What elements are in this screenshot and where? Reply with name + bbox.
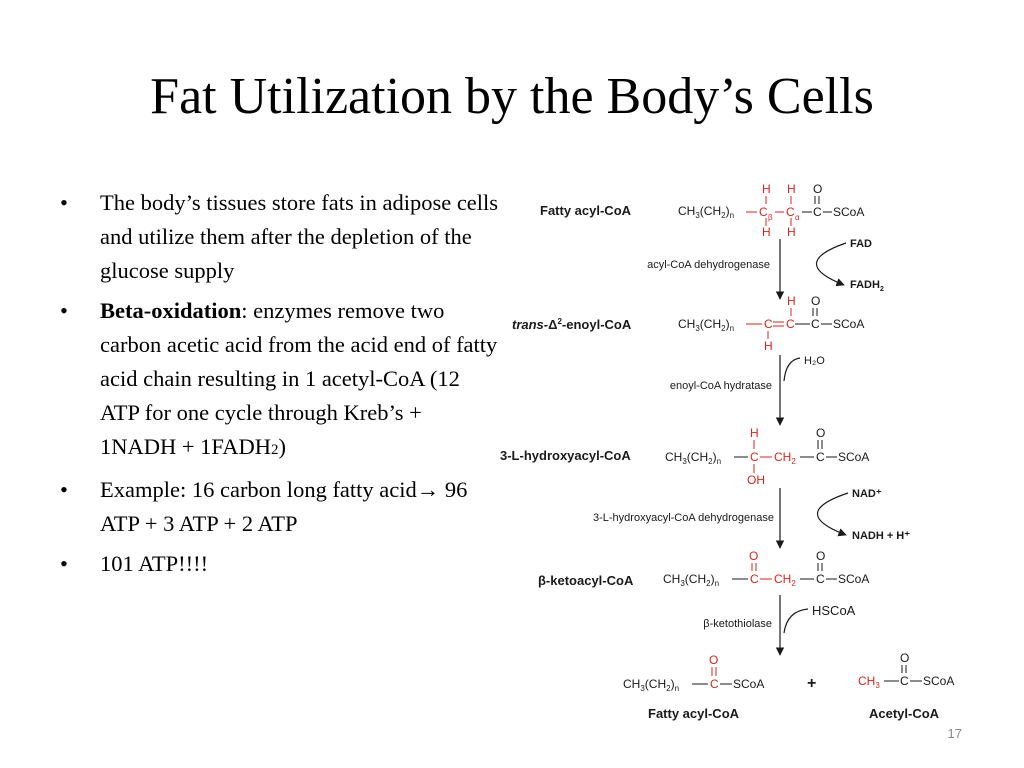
- cofactor-arrow: [816, 243, 846, 285]
- h2o-label: H₂O: [804, 355, 825, 367]
- carbonyl-carbon: C: [816, 450, 825, 464]
- fatty-acyl-coa-label: Fatty acyl-CoA: [540, 203, 632, 218]
- page-number: 17: [947, 726, 962, 741]
- oxygen: O: [811, 294, 821, 308]
- bullet-item: [60, 473, 500, 541]
- scoa-text: SCoA: [833, 317, 865, 331]
- bullet-text: The body’s tissues store fats in adipose cells and utilize them after the depletion of the glucose supply: [100, 190, 499, 283]
- bullet-text: [100, 298, 497, 459]
- methylene: $CH_2$: [774, 572, 796, 588]
- formula-text: $CH_3(CH_2)_n$: [623, 677, 680, 693]
- fadh2-label: $FADH_2$: [850, 279, 884, 293]
- hydrogen: H: [762, 225, 771, 239]
- bullet-list: [60, 186, 500, 587]
- scoa-text: SCoA: [838, 450, 870, 464]
- carbonyl-carbon: C: [900, 674, 909, 688]
- carbon: C: [710, 677, 719, 691]
- oxygen: O: [900, 651, 910, 665]
- hydroxyacyl-coa-label: 3-L-hydroxyacyl-CoA: [500, 448, 631, 463]
- cofactor-arrow: [784, 609, 808, 633]
- hydrogen: H: [750, 426, 759, 440]
- ketoacyl-coa-label: β-ketoacyl-CoA: [538, 573, 634, 588]
- bullet-icon: •: [60, 298, 68, 323]
- formula-text: $CH_3(CH_2)_n$: [678, 317, 735, 333]
- carbon: C: [764, 317, 773, 331]
- bullet-icon: •: [60, 551, 68, 576]
- carbon: C: [750, 450, 759, 464]
- oxygen: O: [816, 426, 826, 440]
- methyl: $CH_3$: [858, 674, 880, 690]
- fad-label: FAD: [850, 238, 872, 250]
- scoa-text: SCoA: [838, 572, 870, 586]
- carbon-beta: C: [759, 205, 768, 219]
- oxygen: O: [709, 653, 719, 667]
- alpha-subscript: α: [795, 213, 800, 222]
- bullet-item: [60, 294, 500, 467]
- hydrogen: H: [764, 339, 773, 353]
- bullet-text-part: : enzymes remove two carbon acetic acid from the acid end of fatty acid chain resulting in 1 acetyl-CoA (12 ATP for one cycle through Kreb’s + 1NADH + 1FADH: [100, 298, 498, 459]
- hydrogen: H: [787, 294, 796, 308]
- carbonyl-carbon: C: [816, 572, 825, 586]
- oxygen: O: [816, 549, 826, 563]
- enzyme-label: 3-L-hydroxyacyl-CoA dehydrogenase: [593, 512, 774, 524]
- plus-sign: +: [807, 675, 817, 692]
- formula-text: $CH_3(CH_2)_n$: [665, 450, 722, 466]
- cofactor-arrow: [784, 358, 800, 381]
- enoyl-coa-label: trans-$\Delta^2-enoyl$-CoA: [512, 317, 632, 332]
- carbon: C: [750, 572, 759, 586]
- bullet-text: 101 ATP!!!!: [100, 551, 209, 576]
- hscoa-label: HSCoA: [812, 603, 856, 618]
- carbonyl-carbon: C: [813, 205, 822, 219]
- bullet-text: [100, 477, 467, 536]
- right-arrow-icon: →: [416, 477, 440, 502]
- enzyme-label: β-ketothiolase: [703, 618, 772, 630]
- hydrogen: H: [762, 182, 771, 196]
- methylene: $CH_2$: [774, 450, 796, 466]
- hydrogen: H: [787, 225, 796, 239]
- beta-subscript: β: [768, 213, 773, 222]
- hydrogen: H: [787, 182, 796, 196]
- bullet-icon: •: [60, 190, 68, 215]
- scoa-text: SCoA: [833, 205, 865, 219]
- bullet-item: [60, 186, 500, 288]
- bullet-icon: •: [60, 477, 68, 502]
- acetyl-coa-label: Acetyl-CoA: [869, 706, 940, 721]
- beta-oxidation-diagram: [500, 175, 1000, 730]
- hydroxyl: OH: [747, 473, 765, 487]
- oxygen: O: [749, 549, 759, 563]
- bullet-bold-term: Beta-oxidation: [100, 298, 242, 323]
- cofactor-arrow: [817, 493, 848, 535]
- nad-label: NAD⁺: [852, 488, 882, 500]
- scoa-text: SCoA: [923, 674, 955, 688]
- enzyme-label: acyl-CoA dehydrogenase: [647, 259, 770, 271]
- scoa-text: SCoA: [733, 677, 765, 691]
- carbon-alpha: C: [786, 205, 795, 219]
- carbonyl-carbon: C: [811, 317, 820, 331]
- bullet-text-part: 96 ATP + 3 ATP + 2 ATP: [100, 477, 468, 536]
- subscript: 2: [271, 442, 279, 458]
- oxygen: O: [813, 182, 823, 196]
- nadh-label: NADH + H⁺: [852, 530, 911, 542]
- bullet-item: [60, 547, 500, 581]
- bullet-text-part: Example: 16 carbon long fatty acid: [100, 477, 417, 502]
- bullet-text-part: ): [278, 434, 287, 459]
- enzyme-label: enoyl-CoA hydratase: [669, 380, 772, 392]
- slide-title: Fat Utilization by the Body’s Cells: [150, 68, 874, 125]
- formula-text: $CH_3(CH_2)_n$: [678, 204, 735, 220]
- carbon: C: [786, 317, 795, 331]
- fatty-acyl-coa-product-label: Fatty acyl-CoA: [648, 706, 740, 721]
- formula-text: $CH_3(CH_2)_n$: [663, 572, 720, 588]
